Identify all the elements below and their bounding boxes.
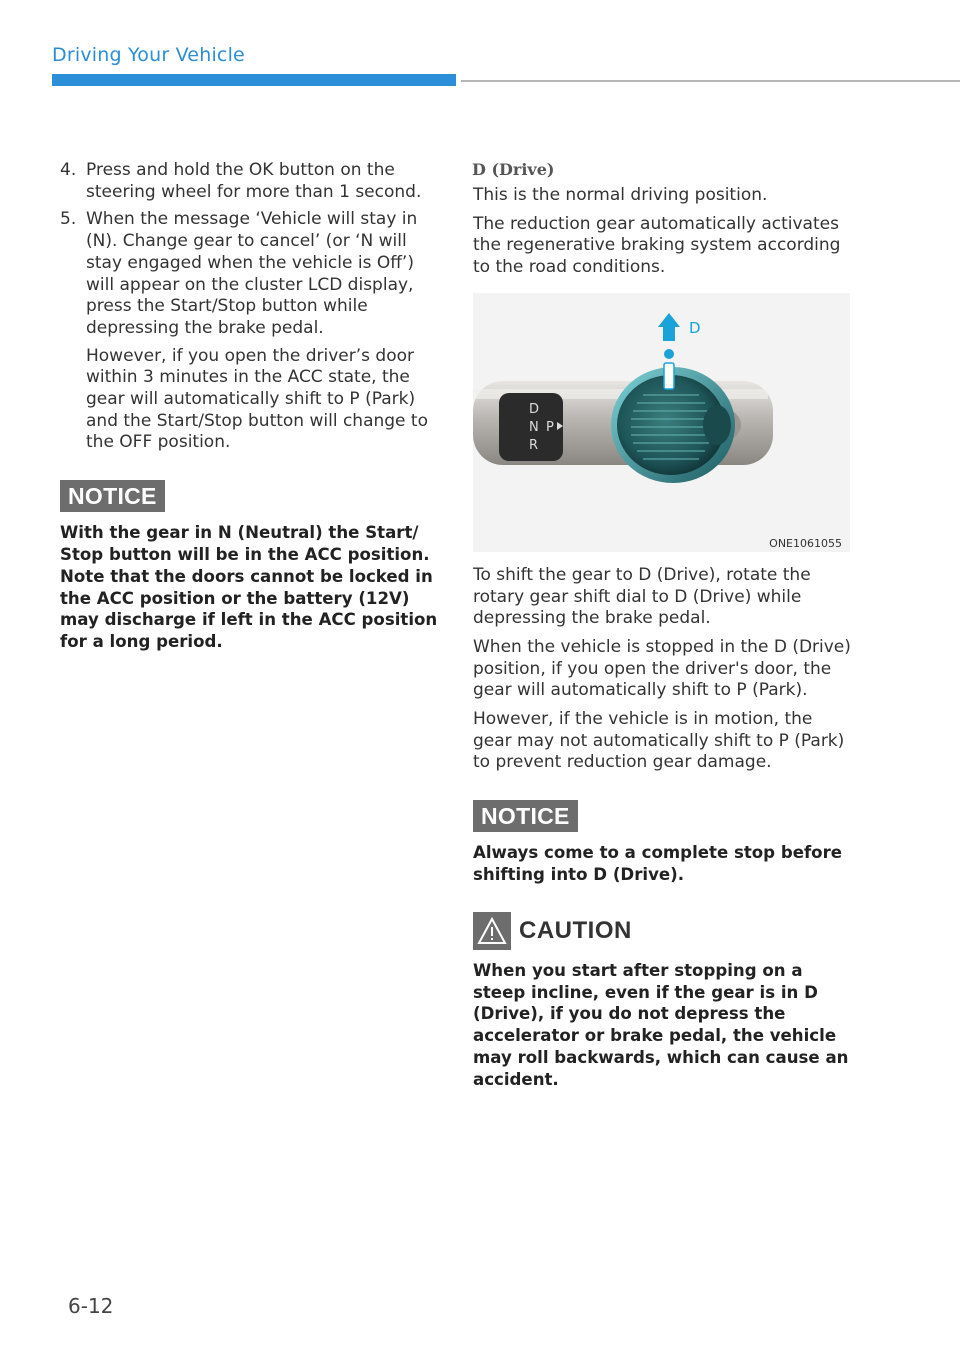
intro-paragraph: The reduction gear automatically activates the regenerative braking system according to the road conditions. [473, 213, 841, 278]
step-list [60, 160, 438, 454]
notice-block-right [473, 800, 853, 886]
step-item-4 [60, 160, 438, 203]
intro-paragraph: This is the normal driving position. [473, 185, 768, 205]
body-paragraph: To shift the gear to D (Drive), rotate the rotary gear shift dial to D (Drive) while depressing the brake pedal. [473, 564, 811, 629]
dial-marker-bar [664, 363, 674, 389]
indicator-letter-n: N [529, 419, 539, 435]
warning-icon [473, 912, 511, 950]
body-paragraph: When the vehicle is stopped in the D (Drive) position, if you open the driver's door, the gear will automatically shift to P (Park). [473, 636, 851, 701]
figure-caption: ONE1061055 [769, 536, 842, 550]
step-item-5 [60, 209, 438, 454]
page-number: 6-12 [68, 1294, 114, 1318]
notice-block-left [60, 480, 438, 653]
section-title: Driving Your Vehicle [52, 44, 245, 66]
header-accent-bar [52, 74, 456, 86]
notice-badge: NOTICE [60, 480, 165, 512]
header-divider-line [461, 80, 960, 82]
step-text: When the message ‘Vehicle will stay in (N). Change gear to cancel’ (or ‘N will stay engaged when the vehicle is Off’) will appear on the cluster LCD display, press the Start/Stop button while depressing the brake pedal. [86, 209, 418, 338]
caution-title: CAUTION [519, 916, 632, 944]
shift-arrow-icon [658, 313, 680, 341]
left-column [60, 160, 438, 653]
right-column [473, 160, 853, 1091]
caution-header [473, 912, 853, 950]
gear-dial-figure [473, 293, 850, 552]
step-number: 5. [60, 209, 77, 230]
notice-badge: NOTICE [473, 800, 578, 832]
step-text: Press and hold the OK button on the steering wheel for more than 1 second. [86, 160, 422, 202]
arrow-label: D [689, 318, 701, 337]
drive-heading: D (Drive) [472, 160, 555, 179]
gear-dial-illustration [473, 293, 850, 552]
indicator-letter-d: D [529, 401, 540, 417]
dial-marker-dot [664, 349, 674, 359]
body-paragraph: However, if the vehicle is in motion, the gear may not automatically shift to P (Park) to prevent reduction gear damage. [473, 709, 845, 773]
caution-text: When you start after stopping on a steep incline, even if the gear is in D (Drive), if you do not depress the accelerator or brake pedal, the vehicle may roll backwards, which can cause an accident. [473, 960, 849, 1089]
indicator-letter-r: R [529, 437, 539, 453]
step-text: However, if you open the driver’s door within 3 minutes in the ACC state, the gear will automatically shift to P (Park) and the Start/Stop button will change to the OFF position. [86, 345, 428, 453]
indicator-letter-p: P [546, 419, 554, 435]
step-number: 4. [60, 160, 77, 180]
notice-text: With the gear in N (Neutral) the Start/ Stop button will be in the ACC position. Note that the doors cannot be locked in the ACC position or the battery (12V) may discharge if left in the ACC position for a long period. [60, 523, 438, 652]
notice-text: Always come to a complete stop before shifting into D (Drive). [473, 843, 843, 884]
